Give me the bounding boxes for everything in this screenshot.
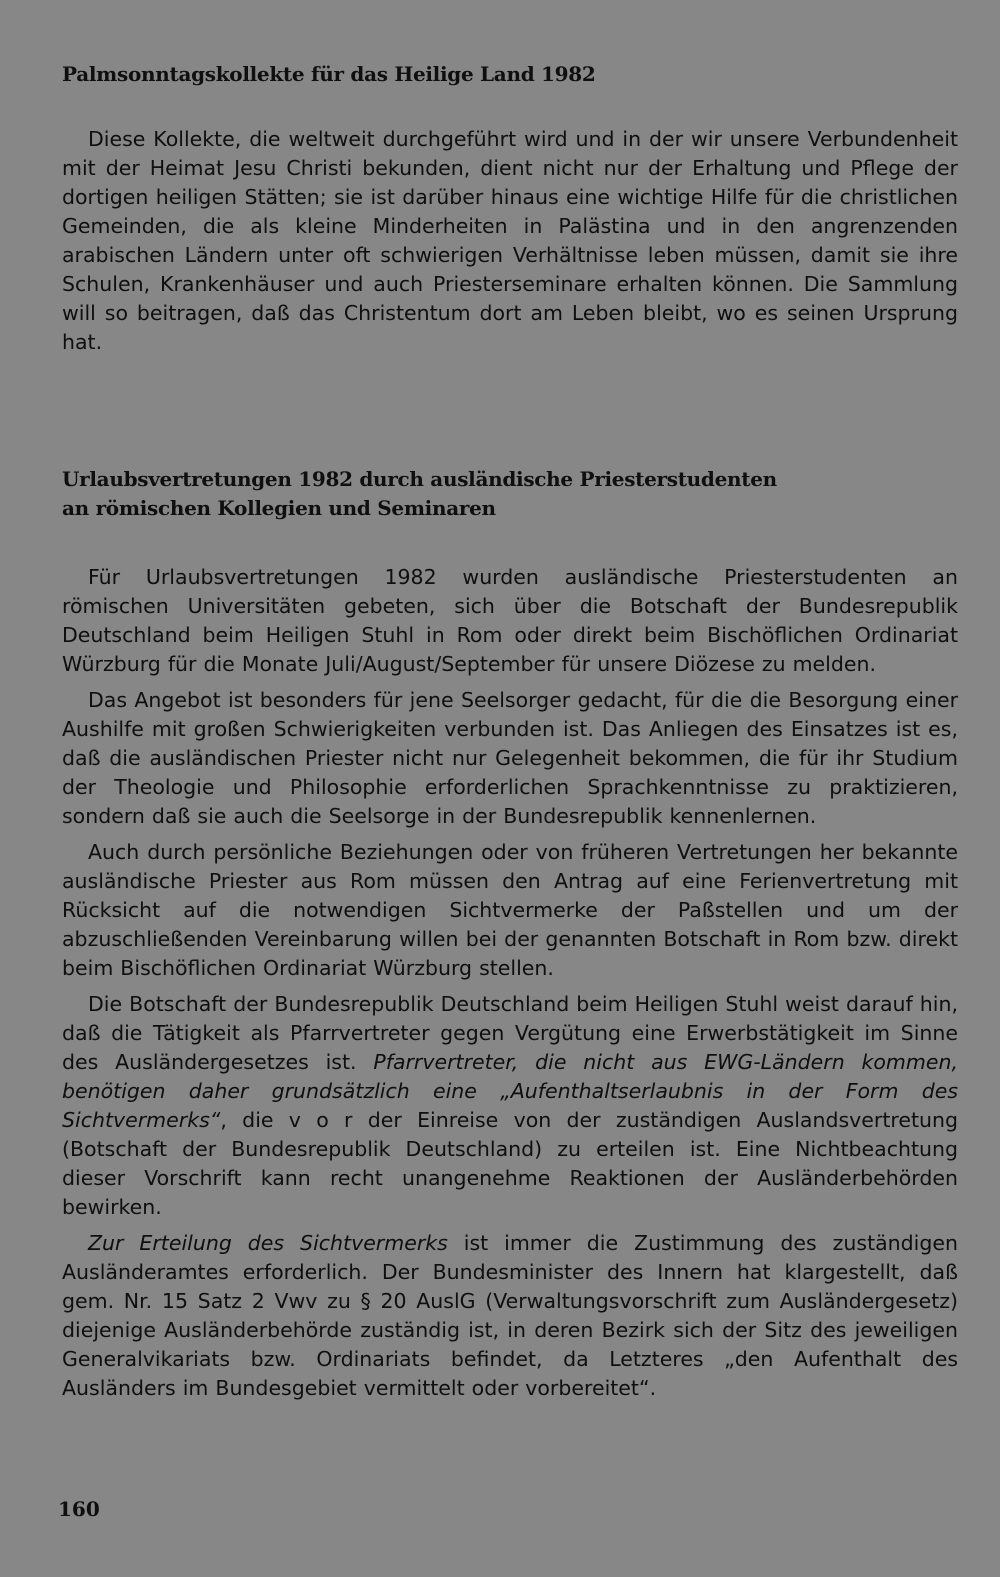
paragraph-4 [62,990,958,1222]
heading-line-2: an römischen Kollegien und Seminaren [62,496,496,520]
paragraph-5-text: ist immer die Zustimmung des zuständigen Ausländeramtes erforderlich. Der Bundesminister des Innern hat klargestellt, daß gem. Nr. 15 Satz 2 Vwv zu § 20 AuslG (Verwaltungsvorschrift zum Ausländergesetz) diejenige Ausländerbehörde zuständig ist, in deren Bezirk sich der Sitz des jeweiligen Generalvikariats bzw. Ordinariats befindet, da Letzteres „den Aufenthalt des Ausländers im Bundesgebiet vermittelt oder vorbereitet“. [62,1231,959,1400]
heading-line-1: Urlaubsvertretungen 1982 durch ausländische Priesterstudenten [62,467,777,491]
section-heading-urlaubsvertretungen [62,465,958,523]
section-heading-palmsonntag: Palmsonntagskollekte für das Heilige Land 1982 [62,62,596,86]
paragraph-3: Auch durch persönliche Beziehungen oder von früheren Vertretungen her bekannte ausländische Priester aus Rom müssen den Antrag auf eine Ferienvertretung mit Rücksicht auf die notwendigen Sichtvermerke der Paßstellen und um der abzuschließenden Vereinbarung willen bei der genannten Botschaft in Rom bzw. direkt beim Bischöflichen Ordinariat Würzburg stellen. [62,840,958,980]
page-number: 160 [58,1497,100,1521]
paragraph-4-text-a: Die Botschaft der Bundesrepublik Deutschland beim Heiligen Stuhl weist darauf hin, daß die Tätigkeit als Pfarrvertreter gegen Vergütung eine Erwerbstätigkeit im Sinne des Ausländergesetzes ist. [62,992,958,1074]
paragraph-2: Das Angebot ist besonders für jene Seelsorger gedacht, für die die Besorgung einer Aushilfe mit großen Schwierigkeiten verbunden ist. Das Anliegen des Einsatzes ist es, daß die ausländischen Priester nicht nur Gelegenheit bekommen, die für ihr Studium der Theologie und Philosophie erforderlichen Sprachkenntnisse zu praktizieren, sondern daß sie auch die Seelsorge in der Bundesrepublik kennenlernen. [62,688,958,828]
paragraph-kollekte: Diese Kollekte, die weltweit durchgeführt wird und in der wir unsere Verbundenheit mit der Heimat Jesu Christi bekunden, dient nicht nur der Erhaltung und Pflege der dortigen heiligen Stätten; sie ist darüber hinaus eine wichtige Hilfe für die christlichen Gemeinden, die als kleine Minderheiten in Palästina und in den angrenzenden arabischen Ländern unter oft schwierigen Verhältnisse leben müssen, damit sie ihre Schulen, Krankenhäuser und auch Priesterseminare erhalten können. Die Sammlung will so beitragen, daß das Christentum dort am Leben bleibt, wo es seinen Ursprung hat. [62,127,958,354]
paragraph-4-text-b: , die v o r der Einreise von der zuständigen Auslandsvertretung (Botschaft der Bundesrepublik Deutschland) zu erteilen ist. Eine Nichtbeachtung dieser Vorschrift kann recht unangenehme Reaktionen der Ausländerbehörden bewirken. [62,1108,958,1219]
paragraph-5-italic: Zur Erteilung des Sichtvermerks [88,1231,448,1255]
document-page [62,60,959,1400]
paragraph-1: Für Urlaubsvertretungen 1982 wurden ausländische Priesterstudenten an römischen Universitäten gebeten, sich über die Botschaft der Bundesrepublik Deutschland beim Heiligen Stuhl in Rom oder direkt beim Bischöflichen Ordinariat Würzburg für die Monate Juli/August/September für unsere Diözese zu melden. [62,565,958,676]
paragraph-4-italic: Pfarrvertreter, die nicht aus EWG-Ländern kommen, benötigen daher grundsätzlich eine „Aufenthaltserlaubnis in der Form des Sichtvermerks“ [62,1050,958,1132]
section-urlaubsvertretungen [62,465,958,1410]
paragraph-5 [62,1229,958,1403]
